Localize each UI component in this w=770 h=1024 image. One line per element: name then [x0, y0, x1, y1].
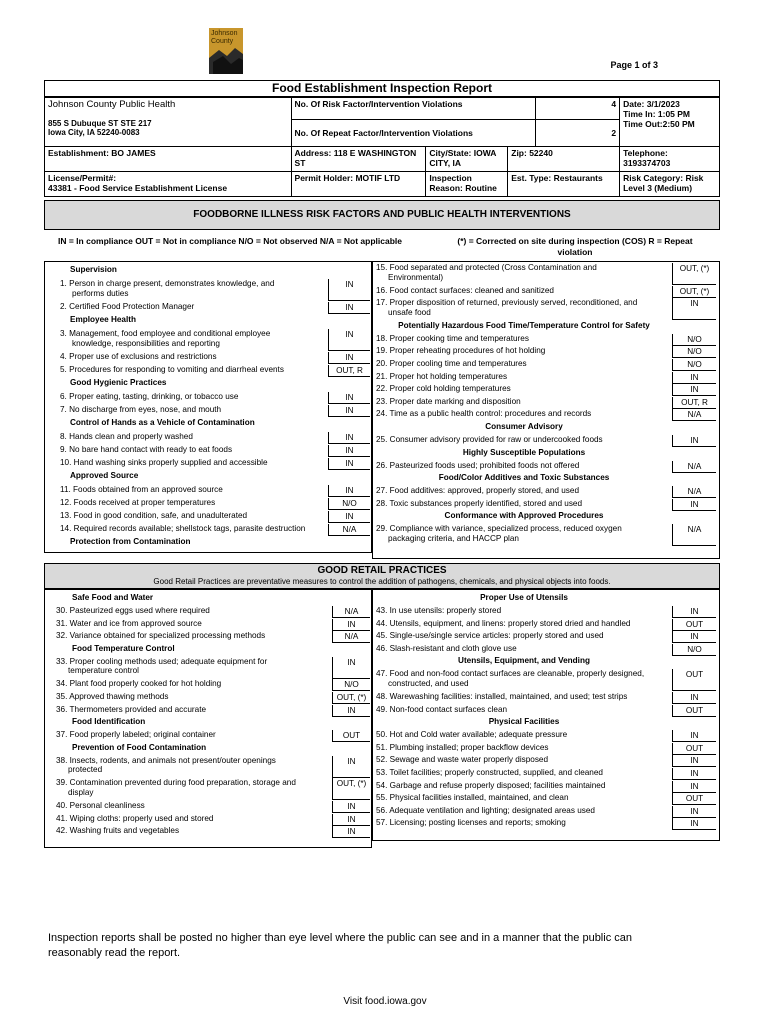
checklist-item: [48, 352, 370, 364]
compliance-status: N/O: [672, 346, 716, 358]
compliance-status: IN: [328, 432, 370, 444]
compliance-status: N/A: [328, 524, 370, 536]
compliance-status: OUT, (*): [672, 263, 716, 285]
compliance-status: N/O: [672, 334, 716, 346]
item-text-line: 19. Proper reheating procedures of hot holding: [376, 346, 546, 356]
checklist-item: [376, 263, 718, 285]
checklist-item: [48, 826, 370, 838]
item-text-line: knowledge, responsibilities and reporting: [72, 338, 220, 348]
compliance-status: IN: [672, 384, 716, 396]
item-text-line: 57. Licensing; posting licenses and reports; smoking: [376, 818, 566, 828]
checklist-item: [48, 631, 370, 643]
section-heading: Protection from Contamination: [70, 537, 191, 546]
section-heading: Safe Food and Water: [72, 593, 154, 602]
item-text: [376, 793, 672, 803]
compliance-status: IN: [332, 814, 370, 826]
compliance-status: N/O: [672, 644, 716, 656]
item-text: [376, 730, 672, 740]
item-text: [60, 485, 330, 495]
checklist-item: [376, 384, 718, 396]
risk-category: Risk Category: Risk Level 3 (Medium): [620, 172, 720, 197]
checklist-item: [48, 657, 370, 679]
section-heading: Control of Hands as a Vehicle of Contamination: [70, 418, 255, 427]
item-text: [60, 329, 330, 348]
item-text-line: 40. Personal cleanliness: [56, 801, 145, 810]
checklist-item: [48, 498, 370, 510]
item-text-line: 6. Proper eating, tasting, drinking, or tobacco use: [60, 392, 239, 401]
checklist-item: [376, 705, 718, 717]
item-text: [60, 352, 330, 362]
compliance-status: IN: [328, 458, 370, 470]
item-text: [60, 498, 330, 508]
header-table: [44, 97, 720, 197]
item-text-line: 5. Procedures for responding to vomiting and diarrheal events: [60, 365, 284, 374]
repeat-violations-count: 2: [536, 120, 620, 147]
item-text: [60, 279, 330, 298]
section-heading: Approved Source: [70, 471, 139, 480]
item-text-line: performs duties: [72, 288, 129, 298]
compliance-status: N/O: [332, 679, 370, 691]
item-text-line: 36. Thermometers provided and accurate: [56, 704, 207, 714]
compliance-status: OUT, R: [328, 365, 370, 377]
section-heading: Physical Facilities: [488, 717, 560, 727]
item-text: [60, 405, 330, 415]
item-text: [376, 631, 672, 641]
item-text: [60, 432, 330, 442]
address: Address: 118 E WASHINGTON ST: [291, 147, 426, 172]
checklist-item: [376, 781, 718, 793]
item-text-line: display: [68, 787, 94, 797]
item-text-line: 14. Required records available; shellstock tags, parasite destruction: [60, 524, 306, 533]
item-text-line: 26. Pasteurized foods used; prohibited foods not offered: [376, 460, 580, 470]
item-text-line: constructed, and used: [388, 678, 469, 688]
time-out: Time Out:2:50 PM: [623, 119, 695, 129]
checklist-item: [48, 778, 370, 800]
item-text-line: 39. Contamination prevented during food preparation, storage and: [56, 778, 296, 788]
checklist-item: [376, 743, 718, 755]
item-text: [376, 781, 672, 791]
checklist-item: [48, 458, 370, 470]
item-text-line: 21. Proper hot holding temperatures: [376, 371, 508, 381]
item-text-line: 11. Foods obtained from an approved source: [60, 485, 223, 494]
item-text: [56, 814, 332, 824]
compliance-status: IN: [672, 499, 716, 511]
item-text: [56, 756, 332, 775]
agency-cell: [45, 98, 292, 147]
checklist-item: [48, 692, 370, 704]
item-text: [56, 801, 332, 811]
compliance-status: IN: [672, 631, 716, 643]
section-heading: Conformance with Approved Procedures: [444, 511, 604, 521]
checklist-item: [376, 499, 718, 511]
item-text: [56, 730, 332, 740]
checklist-item: [376, 730, 718, 742]
compliance-status: OUT: [672, 705, 716, 717]
compliance-status: IN: [672, 606, 716, 618]
item-text: [376, 644, 672, 654]
item-text: [56, 679, 332, 689]
compliance-status: N/A: [672, 409, 716, 421]
legend-left: IN = In compliance OUT = Not in compliance N/O = Not observed N/A = Not applicable: [58, 236, 403, 246]
item-text: [60, 392, 330, 402]
item-text-line: 1. Person in charge present, demonstrates knowledge, and: [60, 279, 275, 288]
item-text-line: 2. Certified Food Protection Manager: [60, 302, 195, 311]
permit-holder: Permit Holder: MOTIF LTD: [291, 172, 426, 197]
compliance-status: N/A: [672, 461, 716, 473]
item-text-line: 41. Wiping cloths: properly used and stored: [56, 813, 214, 823]
license-value: 43381 - Food Service Establishment License: [48, 183, 228, 193]
license-cell: [45, 172, 292, 197]
item-text-line: 32. Variance obtained for specialized processing methods: [56, 631, 266, 641]
item-text: [376, 372, 672, 382]
logo-text: Johnson County: [211, 30, 238, 45]
establishment: Establishment: BO JAMES: [45, 147, 292, 172]
section-heading: Food/Color Additives and Toxic Substances: [438, 473, 610, 483]
item-text-line: 53. Toilet facilities; properly constructed, supplied, and cleaned: [376, 768, 603, 777]
item-text-line: 38. Insects, rodents, and animals not present/outer openings: [56, 755, 276, 765]
item-text-line: 30. Pasteurized eggs used where required: [56, 606, 210, 615]
compliance-status: N/A: [332, 606, 370, 618]
item-text: [376, 499, 672, 509]
checklist-item: [48, 705, 370, 717]
checklist-item: [376, 461, 718, 473]
checklist-item: [376, 818, 718, 830]
checklist-item: [376, 372, 718, 384]
item-text-line: 15. Food separated and protected (Cross Contamination and: [376, 263, 597, 272]
zip: Zip: 52240: [508, 147, 620, 172]
item-text: [376, 619, 672, 629]
checklist-item: [376, 755, 718, 767]
compliance-status: IN: [332, 756, 370, 778]
compliance-status: IN: [328, 511, 370, 523]
item-text: [56, 692, 332, 702]
checklist-item: [376, 644, 718, 656]
item-text: [376, 818, 672, 828]
item-text: [60, 524, 330, 534]
item-text: [60, 302, 330, 312]
compliance-status: IN: [328, 485, 370, 497]
item-text-line: 9. No bare hand contact with ready to eat foods: [60, 445, 233, 454]
item-text-line: packaging criteria, and HACCP plan: [388, 533, 519, 543]
compliance-status: IN: [332, 657, 370, 679]
item-text-line: 43. In use utensils: properly stored: [376, 606, 502, 615]
compliance-status: N/A: [332, 631, 370, 643]
item-text-line: 28. Toxic substances properly identified, stored and used: [376, 498, 583, 508]
item-text-line: 34. Plant food properly cooked for hot holding: [56, 679, 222, 689]
checklist-item: [48, 485, 370, 497]
compliance-status: IN: [332, 619, 370, 631]
checklist-item: [376, 806, 718, 818]
item-text-line: 24. Time as a public health control: procedures and records: [376, 409, 592, 419]
checklist-item: [48, 445, 370, 457]
item-text: [56, 631, 332, 641]
checklist-item: [48, 524, 370, 536]
item-text: [376, 359, 672, 369]
checklist-item: [376, 397, 718, 409]
checklist-item: [376, 334, 718, 346]
risk-violations-label: No. Of Risk Factor/Intervention Violations: [291, 98, 536, 120]
checklist-item: [376, 619, 718, 631]
checklist-item: [376, 524, 718, 546]
compliance-status: OUT: [672, 669, 716, 691]
item-text: [56, 705, 332, 715]
compliance-status: N/O: [328, 498, 370, 510]
item-text-line: 23. Proper date marking and disposition: [376, 396, 521, 406]
compliance-status: OUT: [672, 619, 716, 631]
compliance-status: IN: [332, 801, 370, 813]
section-heading: Employee Health: [70, 315, 136, 324]
checklist-item: [48, 511, 370, 523]
item-text-line: 25. Consumer advisory provided for raw or undercooked foods: [376, 435, 603, 444]
section-heading: Utensils, Equipment, and Vending: [458, 656, 590, 666]
compliance-status: OUT: [672, 743, 716, 755]
compliance-status: IN: [328, 329, 370, 351]
item-text-line: 48. Warewashing facilities: installed, maintained, and used; test strips: [376, 692, 628, 701]
checklist-item: [48, 365, 370, 377]
item-text-line: 49. Non-food contact surfaces clean: [376, 704, 508, 714]
checklist-item: [376, 286, 718, 298]
item-text-line: temperature control: [68, 666, 139, 676]
date-time-cell: [620, 98, 720, 147]
checklist-item: [376, 631, 718, 643]
compliance-status: OUT: [672, 793, 716, 805]
item-text: [376, 384, 672, 394]
city-state: City/State: IOWA CITY, IA: [426, 147, 508, 172]
website-link[interactable]: Visit food.iowa.gov: [343, 996, 427, 1007]
compliance-status: IN: [328, 352, 370, 364]
item-text-line: 56. Adequate ventilation and lighting; designated areas used: [376, 805, 595, 815]
compliance-status: IN: [672, 781, 716, 793]
compliance-status: IN: [328, 445, 370, 457]
compliance-status: N/A: [672, 524, 716, 546]
page-number: Page 1 of 3: [610, 60, 658, 70]
item-text-line: protected: [68, 765, 103, 775]
inspection-reason: Inspection Reason: Routine: [426, 172, 508, 197]
item-text-line: 46. Slash-resistant and cloth glove use: [376, 643, 517, 653]
item-text-line: 4. Proper use of exclusions and restrictions: [60, 352, 217, 361]
item-text-line: 52. Sewage and waste water properly disposed: [376, 755, 549, 765]
item-text-line: 55. Physical facilities installed, maintained, and clean: [376, 793, 569, 803]
item-text-line: 33. Proper cooling methods used; adequate equipment for: [56, 656, 268, 666]
section-heading: Supervision: [70, 265, 117, 274]
report-title: Food Establishment Inspection Report: [44, 80, 720, 97]
item-text-line: 17. Proper disposition of returned, previously served, reconditioned, and: [376, 298, 638, 308]
good-retail-title: GOOD RETAIL PRACTICES: [317, 565, 447, 576]
item-text: [376, 755, 672, 765]
compliance-status: IN: [672, 435, 716, 447]
item-text-line: 47. Food and non-food contact surfaces are cleanable, properly designed,: [376, 669, 645, 679]
section-heading: Proper Use of Utensils: [480, 593, 568, 602]
compliance-status: IN: [672, 818, 716, 830]
item-text: [56, 826, 332, 836]
checklist-item: [48, 279, 370, 301]
inspection-date: Date: 3/1/2023: [623, 99, 680, 109]
foodborne-section-title: FOODBORNE ILLNESS RISK FACTORS AND PUBLIC HEALTH INTERVENTIONS: [44, 200, 720, 230]
item-text-line: 37. Food properly labeled; original container: [56, 730, 216, 740]
item-text-line: 44. Utensils, equipment, and linens: properly stored dried and handled: [376, 618, 631, 628]
checklist-item: [376, 606, 718, 618]
checklist-item: [48, 302, 370, 314]
checklist-item: [48, 329, 370, 351]
item-text: [56, 619, 332, 629]
item-text-line: 20. Proper cooling time and temperatures: [376, 359, 527, 368]
checklist-item: [376, 692, 718, 704]
agency-address1: 855 S Dubuque ST STE 217: [48, 119, 152, 128]
item-text-line: 7. No discharge from eyes, nose, and mouth: [60, 405, 222, 414]
item-text: [376, 461, 672, 471]
compliance-status: IN: [332, 826, 370, 838]
item-text: [376, 409, 672, 419]
compliance-status: OUT, (*): [332, 692, 370, 704]
item-text: [60, 458, 330, 468]
section-heading: Consumer Advisory: [485, 422, 563, 431]
item-text: [376, 705, 672, 715]
item-text-line: 12. Foods received at proper temperatures: [60, 498, 216, 507]
checklist-item: [376, 346, 718, 358]
compliance-status: IN: [328, 392, 370, 404]
checklist-item: [376, 409, 718, 421]
item-text: [56, 657, 332, 676]
checklist-item: [376, 793, 718, 805]
compliance-status: IN: [672, 298, 716, 320]
item-text: [376, 263, 672, 282]
compliance-status: IN: [672, 730, 716, 742]
item-text: [376, 524, 672, 543]
checklist-item: [376, 359, 718, 371]
posting-notice: Inspection reports shall be posted no higher than eye level where the public can see and in a manner that the public can reasonably read the report.: [48, 932, 632, 959]
compliance-status: OUT, (*): [332, 778, 370, 800]
item-text: [56, 778, 332, 797]
good-retail-subtitle: Good Retail Practices are preventative measures to control the addition of pathogens, chemicals, and physical objects into foods.: [153, 577, 611, 586]
item-text: [376, 692, 672, 702]
item-text: [376, 743, 672, 753]
risk-violations-count: 4: [536, 98, 620, 120]
item-text: [56, 606, 332, 616]
item-text: [60, 445, 330, 455]
item-text-line: 8. Hands clean and properly washed: [60, 432, 193, 441]
item-text: [376, 806, 672, 816]
license-label: License/Permit#:: [48, 173, 117, 183]
item-text-line: 45. Single-use/single service articles: properly stored and used: [376, 631, 604, 641]
establishment-type: Est. Type: Restaurants: [508, 172, 620, 197]
item-text-line: 13. Food in good condition, safe, and unadulterated: [60, 511, 248, 520]
item-text-line: unsafe food: [388, 307, 431, 317]
item-text-line: Environmental): [388, 272, 444, 282]
item-text-line: 18. Proper cooking time and temperatures: [376, 333, 529, 343]
item-text-line: 10. Hand washing sinks properly supplied and accessible: [60, 458, 268, 467]
checklist-item: [48, 814, 370, 826]
item-text: [60, 511, 330, 521]
compliance-status: OUT, R: [672, 397, 716, 409]
compliance-status: IN: [672, 755, 716, 767]
checklist-item: [376, 435, 718, 447]
section-heading: Potentially Hazardous Food Time/Temperature Control for Safety: [398, 320, 650, 330]
item-text-line: 54. Garbage and refuse properly disposed; facilities maintained: [376, 780, 606, 790]
good-retail-band: [44, 563, 720, 589]
item-text: [376, 606, 672, 616]
checklist-item: [48, 432, 370, 444]
checklist-item: [48, 619, 370, 631]
checklist-item: [48, 405, 370, 417]
item-text: [60, 365, 330, 375]
item-text-line: 51. Plumbing installed; proper backflow devices: [376, 742, 549, 752]
compliance-status: IN: [328, 302, 370, 314]
item-text-line: 16. Food contact surfaces: cleaned and sanitized: [376, 285, 554, 295]
item-text: [376, 435, 672, 445]
compliance-status: IN: [328, 279, 370, 301]
item-text: [376, 298, 672, 317]
agency-name: Johnson County Public Health: [48, 99, 176, 110]
checklist-item: [376, 486, 718, 498]
section-heading: Prevention of Food Contamination: [72, 742, 207, 752]
legend-right: (*) = Corrected on site during inspection (COS) R = Repeat violation: [457, 236, 693, 257]
checklist-item: [48, 679, 370, 691]
checklist-item: [48, 392, 370, 404]
compliance-status: N/O: [672, 359, 716, 371]
checklist-item: [376, 669, 718, 691]
item-text: [376, 486, 672, 496]
item-text: [376, 286, 672, 296]
compliance-status: OUT, (*): [672, 286, 716, 298]
item-text: [376, 397, 672, 407]
checklist-item: [48, 756, 370, 778]
telephone: Telephone: 3193374703: [620, 147, 720, 172]
item-text-line: 27. Food additives: approved, properly stored, and used: [376, 486, 579, 496]
checklist-item: [48, 606, 370, 618]
compliance-status: IN: [332, 705, 370, 717]
item-text: [376, 346, 672, 356]
item-text-line: 22. Proper cold holding temperatures: [376, 384, 511, 394]
checklist-item: [376, 768, 718, 780]
compliance-status: N/A: [672, 486, 716, 498]
compliance-status: OUT: [332, 730, 370, 742]
time-in: Time In: 1:05 PM: [623, 109, 691, 119]
item-text: [376, 669, 672, 688]
checklist-item: [48, 730, 370, 742]
item-text-line: 42. Washing fruits and vegetables: [56, 826, 180, 836]
compliance-status: IN: [672, 372, 716, 384]
section-heading: Highly Susceptible Populations: [462, 447, 586, 457]
item-text-line: 3. Management, food employee and conditional employee: [60, 329, 271, 338]
section-heading: Good Hygienic Practices: [70, 378, 167, 387]
repeat-violations-label: No. Of Repeat Factor/Intervention Violations: [291, 120, 536, 147]
item-text: [376, 768, 672, 778]
section-heading: Food Temperature Control: [72, 643, 175, 653]
compliance-status: IN: [672, 692, 716, 704]
section-heading: Food Identification: [72, 717, 146, 727]
checklist-item: [48, 801, 370, 813]
compliance-status: IN: [328, 405, 370, 417]
item-text-line: 35. Approved thawing methods: [56, 692, 169, 701]
compliance-status: IN: [672, 768, 716, 780]
item-text-line: 50. Hot and Cold water available; adequate pressure: [376, 730, 568, 740]
compliance-status: IN: [672, 806, 716, 818]
item-text-line: 31. Water and ice from approved source: [56, 618, 202, 628]
agency-address2: Iowa City, IA 52240-0083: [48, 128, 140, 137]
item-text-line: 29. Compliance with variance, specialized process, reduced oxygen: [376, 524, 622, 534]
checklist-item: [376, 298, 718, 320]
item-text: [376, 334, 672, 344]
